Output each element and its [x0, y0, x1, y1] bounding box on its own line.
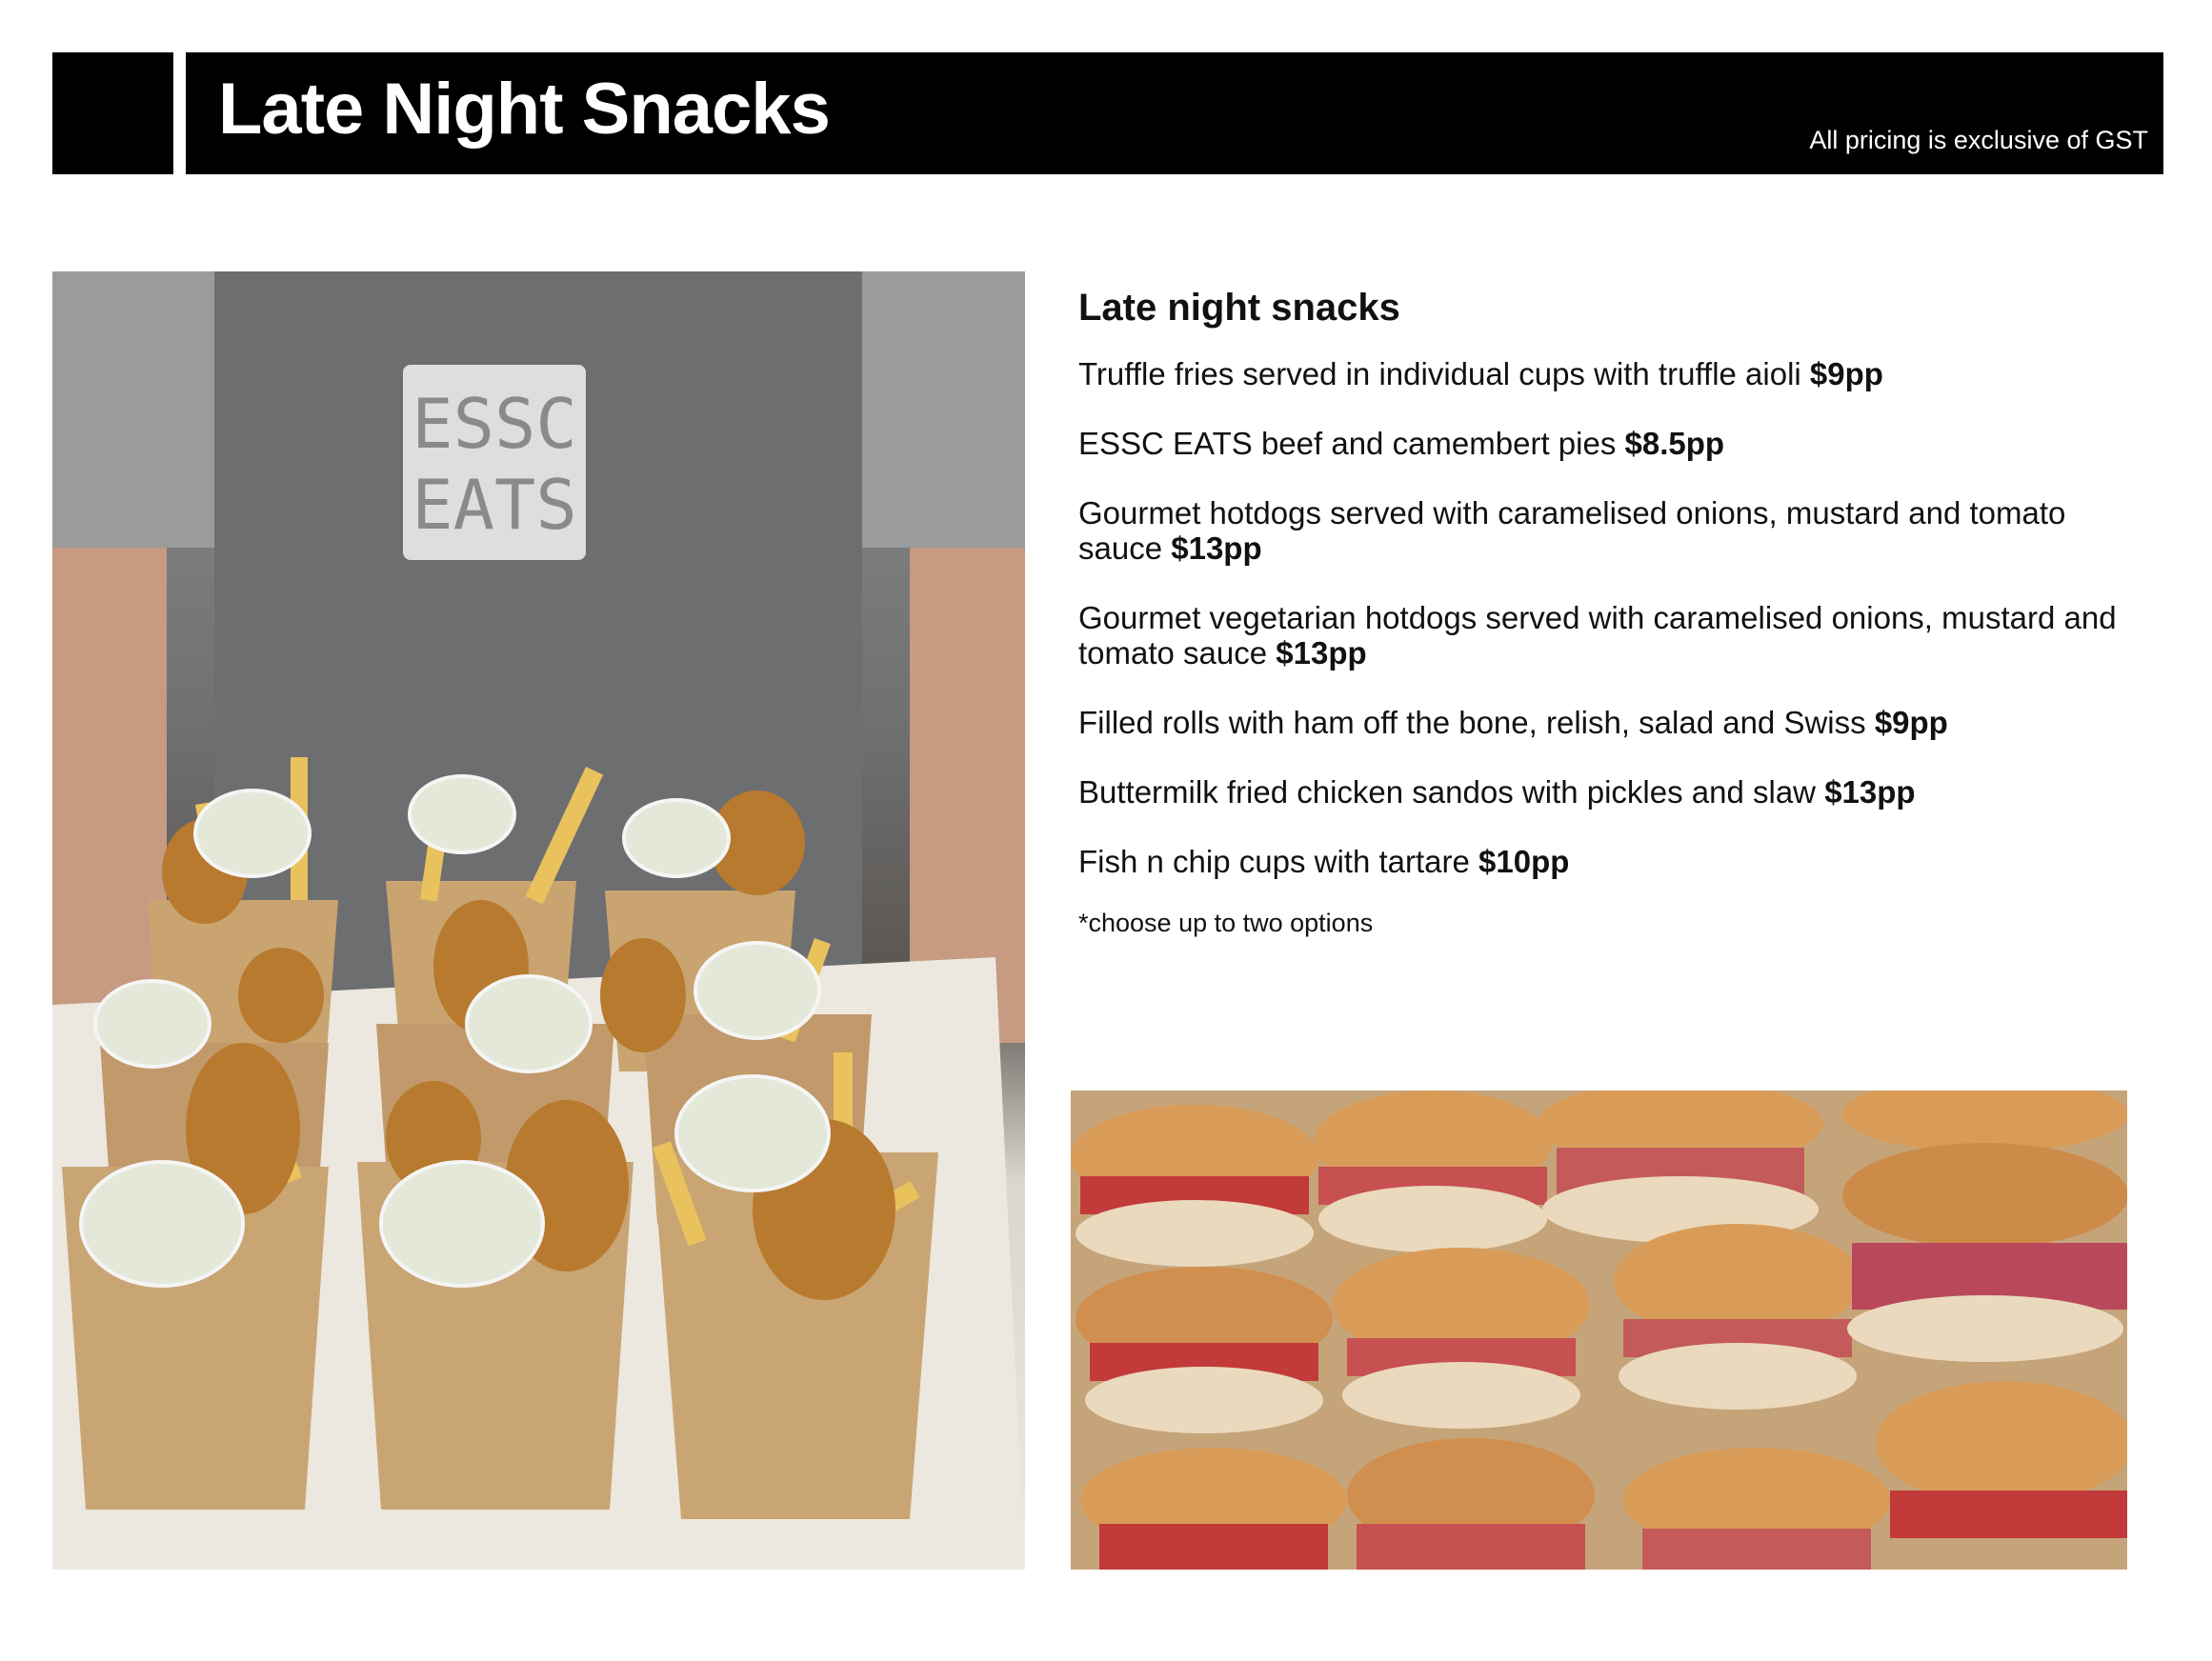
menu-item-description: Buttermilk fried chicken sandos with pickles and slaw [1078, 774, 1817, 810]
options-note: *choose up to two options [1078, 909, 1374, 937]
menu-item-description: Fish n chip cups with tartare [1078, 844, 1470, 879]
menu-item-description: Truffle fries served in individual cups with truffle aioli [1078, 356, 1810, 391]
fish-chip-cups-illustration [52, 271, 1025, 1570]
menu-item [1078, 356, 2126, 391]
menu-item-description: Filled rolls with ham off the bone, relish, salad and Swiss [1078, 705, 1866, 740]
menu-item [1078, 844, 2126, 879]
menu-item-price: $8.5pp [1624, 426, 1725, 461]
menu-item-price: $13pp [1171, 530, 1262, 566]
menu-heading: Late night snacks [1078, 287, 1400, 329]
badge-text-line2: EATS [412, 465, 577, 545]
menu-item-description: Gourmet hotdogs served with caramelised onions, mustard and tomato sauce [1078, 495, 2066, 566]
filled-rolls-photo [1071, 1091, 2127, 1570]
menu-item [1078, 426, 2126, 461]
gst-note: All pricing is exclusive of GST [1809, 126, 2148, 154]
header-accent-block [52, 52, 173, 174]
menu-item [1078, 774, 2126, 810]
page-title: Late Night Snacks [218, 69, 830, 150]
menu-item [1078, 495, 2126, 566]
menu-item-price: $13pp [1276, 635, 1367, 670]
fish-chip-cups-photo [52, 271, 1025, 1570]
badge-text-line1: ESSC [412, 384, 577, 464]
menu-item-price: $9pp [1809, 356, 1883, 391]
menu-item-description: Gourmet vegetarian hotdogs served with caramelised onions, mustard and tomato sauce [1078, 600, 2117, 670]
header-bar [186, 52, 2163, 174]
filled-rolls-illustration [1071, 1091, 2127, 1570]
menu-item-price: $10pp [1478, 844, 1570, 879]
menu-item [1078, 600, 2126, 670]
menu-item-price: $9pp [1874, 705, 1948, 740]
menu-item [1078, 705, 2126, 740]
menu-item-price: $13pp [1824, 774, 1916, 810]
menu-section [1078, 286, 2126, 938]
menu-item-description: ESSC EATS beef and camembert pies [1078, 426, 1617, 461]
